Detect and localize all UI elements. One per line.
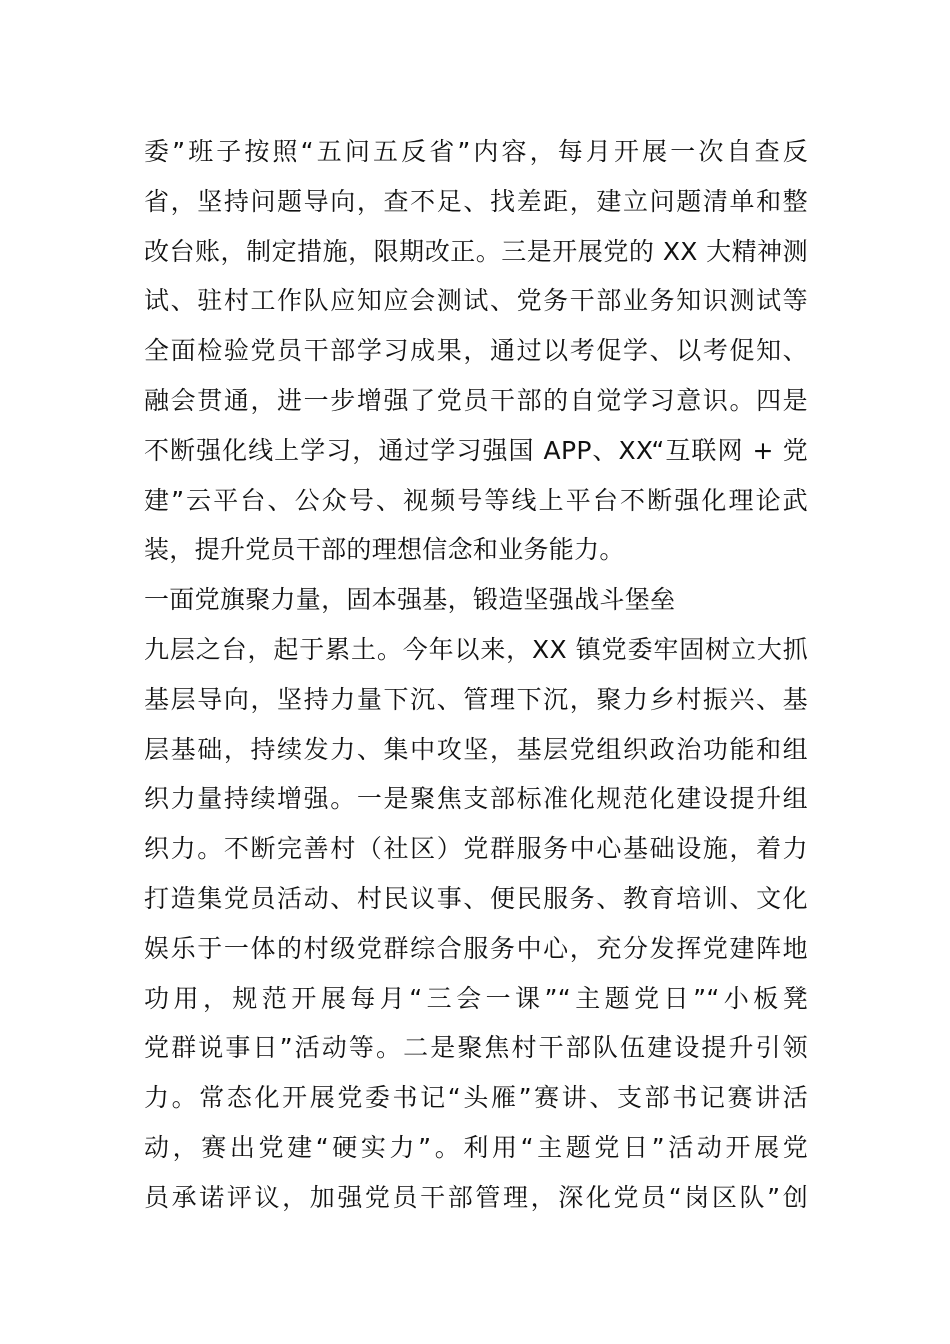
text-line: 娱乐于一体的村级党群综合服务中心，充分发挥党建阵地 [144, 933, 808, 963]
text-line: 改台账，制定措施，限期改正。三是开展党的 XX 大精神测 [144, 236, 808, 266]
text-line: 动，赛出党建“硬实力”。利用“主题党日”活动开展党 [144, 1132, 808, 1162]
text-line: 党群说事日”活动等。二是聚焦村干部队伍建设提升引领 [144, 1033, 808, 1063]
text-line: 功用，规范开展每月“三会一课”“主题党日”“小板凳 [144, 983, 808, 1013]
text-line: 九层之台，起于累土。今年以来，XX 镇党委牢固树立大抓 [144, 634, 808, 664]
text-line: 不断强化线上学习，通过学习强国 APP、XX“互联网 + 党 [144, 435, 808, 465]
paragraph-2 [144, 625, 808, 1223]
paragraph-1 [144, 127, 808, 575]
text-line: 试、驻村工作队应知应会测试、党务干部业务知识测试等 [144, 286, 808, 316]
text-line: 全面检验党员干部学习成果，通过以考促学、以考促知、 [144, 336, 808, 366]
document-body [144, 127, 808, 1223]
section-heading: 一面党旗聚力量，固本强基，锻造坚强战斗堡垒 [144, 585, 676, 615]
text-line: 打造集党员活动、村民议事、便民服务、教育培训、文化 [144, 883, 808, 913]
text-line: 织力。不断完善村（社区）党群服务中心基础设施，着力 [144, 834, 808, 864]
text-line: 织力量持续增强。一是聚焦支部标准化规范化建设提升组 [144, 784, 808, 814]
text-line: 层基础，持续发力、集中攻坚，基层党组织政治功能和组 [144, 734, 808, 764]
text-line: 委”班子按照“五问五反省”内容，每月开展一次自查反 [144, 137, 808, 166]
text-line: 融会贯通，进一步增强了党员干部的自觉学习意识。四是 [144, 385, 808, 415]
text-line: 省，坚持问题导向，查不足、找差距，建立问题清单和整 [144, 186, 808, 216]
text-line: 装，提升党员干部的理想信念和业务能力。 [144, 535, 625, 565]
text-line: 基层导向，坚持力量下沉、管理下沉，聚力乡村振兴、基 [144, 684, 808, 714]
text-line: 建”云平台、公众号、视频号等线上平台不断强化理论武 [144, 485, 808, 515]
text-line: 员承诺评议，加强党员干部管理，深化党员“岗区队”创 [144, 1182, 808, 1212]
text-line: 力。常态化开展党委书记“头雁”赛讲、支部书记赛讲活 [144, 1083, 808, 1113]
